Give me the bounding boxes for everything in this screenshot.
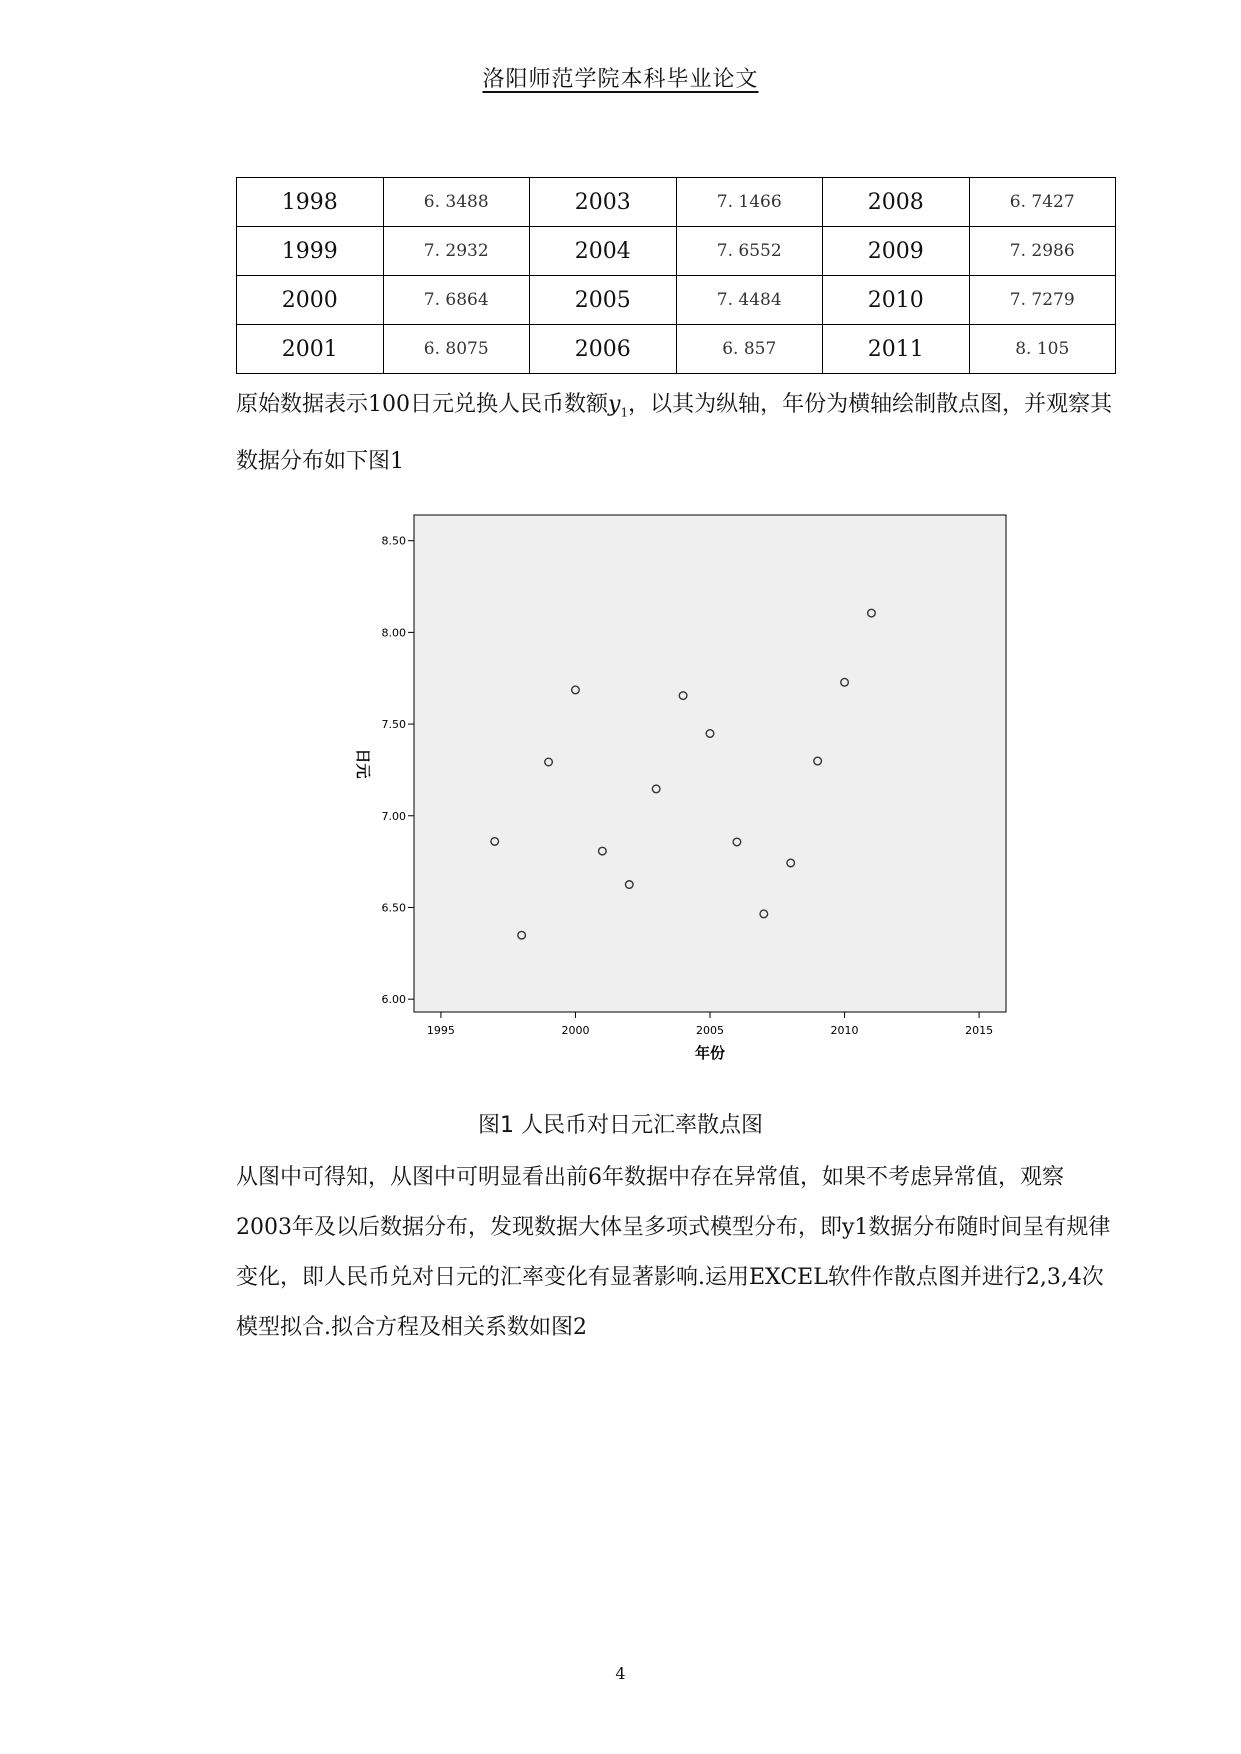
table-year-cell: 1998: [237, 178, 384, 227]
y-tick-label: 8.50: [381, 534, 406, 548]
table-row: [237, 227, 1116, 276]
table-year-cell: 2010: [823, 276, 970, 325]
table-value-cell: 7. 1466: [676, 178, 823, 227]
page-header: [0, 62, 1241, 93]
x-tick-label: 2005: [696, 1024, 724, 1037]
table-row: [237, 325, 1116, 374]
table-year-cell: 2005: [530, 276, 677, 325]
x-tick-label: 2015: [965, 1024, 994, 1037]
variable-y: y: [608, 392, 621, 417]
table-value-cell: 6. 3488: [383, 178, 530, 227]
table-value-cell: 7. 6864: [383, 276, 530, 325]
x-tick-label: 2010: [830, 1024, 859, 1037]
y-tick-label: 8.00: [381, 626, 406, 640]
table-year-cell: 2004: [530, 227, 677, 276]
table-value-cell: 6. 8075: [383, 325, 530, 374]
paragraph-intro-text-after: ，以其为纵轴，年份为横轴绘制散点图，并观察其数据分布如下图1: [236, 392, 1113, 475]
table-value-cell: 7. 4484: [676, 276, 823, 325]
table-year-cell: 2009: [823, 227, 970, 276]
paragraph-analysis: 从图中可得知，从图中可明显看出前6年数据中存在异常值，如果不考虑异常值，观察2003年及以后数据分布，发现数据大体呈多项式模型分布，即y1数据分布随时间呈有规律变化，即人民币兑对日元的汇率变化有显著影响.运用EXCEL软件作散点图并进行2,3,4次模型拟合.拟合方程及相关系数如图2: [236, 1165, 1111, 1340]
x-tick-label: 2000: [561, 1024, 590, 1037]
table-year-cell: 2006: [530, 325, 677, 374]
x-axis-label: 年份: [694, 1044, 726, 1062]
table-year-cell: 2000: [237, 276, 384, 325]
table-value-cell: 7. 6552: [676, 227, 823, 276]
figure-caption: 图1 人民币对日元汇率散点图: [478, 1113, 763, 1138]
x-tick-label: 1995: [426, 1024, 455, 1037]
variable-subscript: 1: [620, 405, 629, 420]
table-value-cell: 7. 2932: [383, 227, 530, 276]
page-number: 4: [615, 1664, 626, 1683]
table-year-cell: 2001: [237, 325, 384, 374]
exchange-rate-table: [236, 177, 1116, 374]
table-year-cell: 1999: [237, 227, 384, 276]
table-value-cell: 7. 2986: [969, 227, 1116, 276]
y-axis-label: 日元: [354, 748, 372, 779]
table-value-cell: 6. 7427: [969, 178, 1116, 227]
table-year-cell: 2011: [823, 325, 970, 374]
paragraph-intro: [236, 380, 1116, 487]
scatter-chart: [340, 505, 1020, 1085]
table-row: [237, 178, 1116, 227]
plot-area: [414, 515, 1006, 1012]
y-tick-label: 7.50: [381, 718, 406, 732]
paragraph-intro-text: 原始数据表示100日元兑换人民币数额: [236, 392, 608, 417]
header-title: 洛阳师范学院本科毕业论文: [482, 67, 759, 92]
table-year-cell: 2008: [823, 178, 970, 227]
y-tick-label: 6.50: [381, 901, 406, 915]
y-tick-label: 6.00: [381, 993, 406, 1007]
y-tick-label: 7.00: [381, 809, 406, 823]
table-value-cell: 8. 105: [969, 325, 1116, 374]
table-value-cell: 6. 857: [676, 325, 823, 374]
table-value-cell: 7. 7279: [969, 276, 1116, 325]
table-row: [237, 276, 1116, 325]
table-year-cell: 2003: [530, 178, 677, 227]
